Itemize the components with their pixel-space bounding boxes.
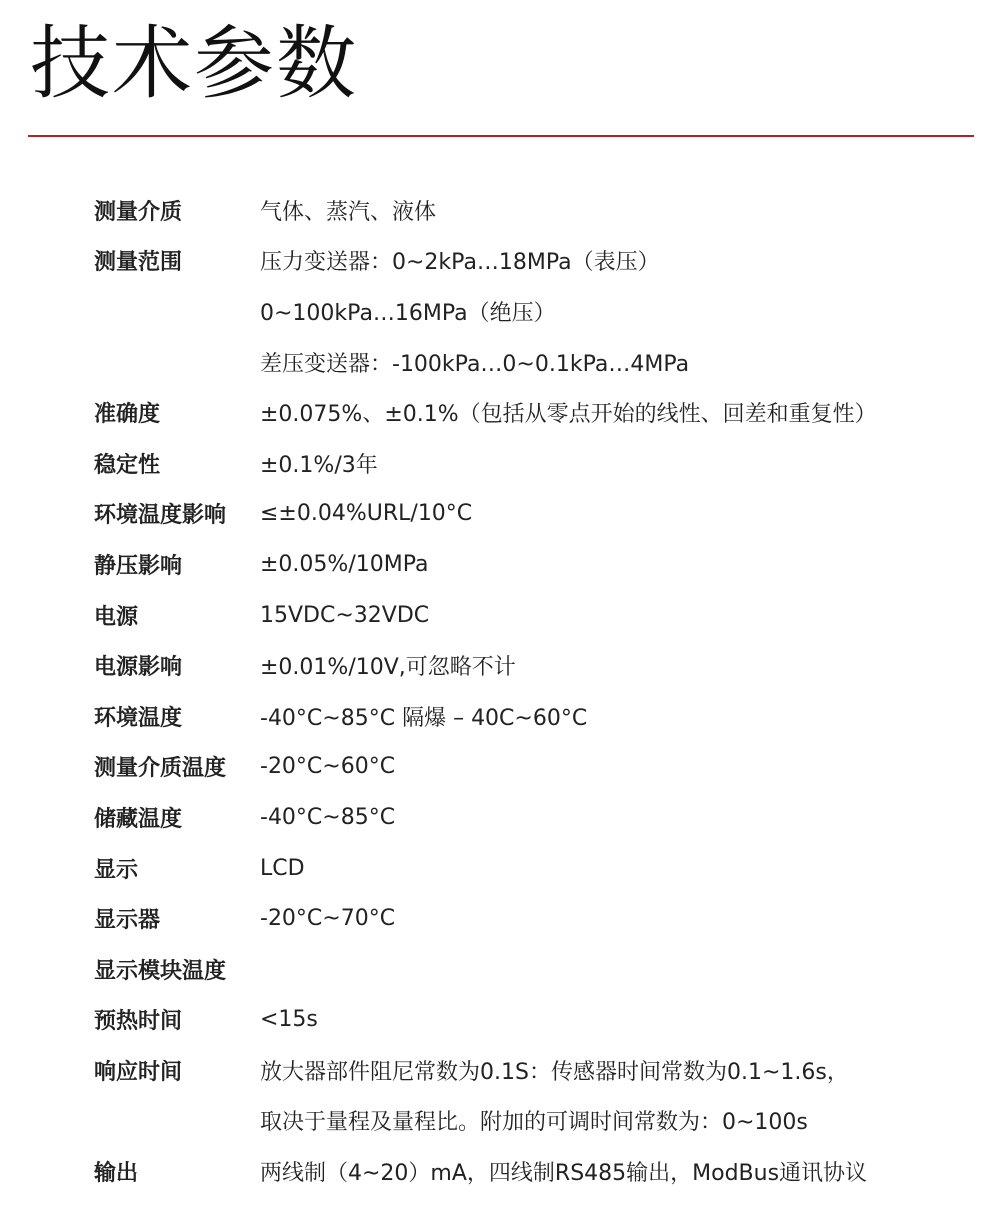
spec-row — [94, 1096, 974, 1147]
spec-value: ±0.05%/10MPa — [260, 551, 429, 577]
spec-row — [94, 792, 974, 843]
spec-row — [94, 691, 974, 742]
spec-value: 0~100kPa…16MPa（绝压） — [260, 300, 556, 326]
spec-row — [94, 438, 974, 489]
spec-label: 储藏温度 — [94, 806, 183, 832]
spec-row — [94, 1045, 974, 1096]
spec-row — [94, 185, 974, 236]
spec-label: 预热时间 — [94, 1009, 183, 1035]
spec-label: 显示模块温度 — [94, 958, 227, 984]
spec-row — [94, 590, 974, 641]
spec-value: 压力变送器：0~2kPa…18MPa（表压） — [260, 250, 660, 276]
spec-row — [94, 1146, 974, 1197]
spec-row — [94, 843, 974, 894]
spec-value: -40°C~85°C — [260, 804, 396, 830]
spec-label: 测量介质 — [94, 199, 183, 225]
spec-value: 15VDC~32VDC — [260, 602, 430, 628]
spec-value: ±0.075%、±0.1%（包括从零点开始的线性、回差和重复性） — [260, 402, 877, 428]
spec-row — [94, 944, 974, 995]
spec-value: ≤±0.04%URL/10°C — [260, 501, 473, 527]
spec-label: 显示 — [94, 857, 139, 883]
spec-row — [94, 387, 974, 438]
spec-row — [94, 640, 974, 691]
spec-label: 静压影响 — [94, 553, 183, 579]
spec-row — [94, 539, 974, 590]
spec-value: LCD — [260, 855, 305, 881]
title-divider — [28, 135, 974, 137]
spec-label: 测量介质温度 — [94, 756, 227, 782]
spec-row — [94, 893, 974, 944]
spec-label: 稳定性 — [94, 452, 161, 478]
spec-value: -40°C~85°C 隔爆 – 40C~60°C — [260, 705, 588, 731]
spec-value: -20°C~60°C — [260, 754, 396, 780]
spec-label: 电源影响 — [94, 655, 183, 681]
spec-row — [94, 337, 974, 388]
spec-label: 电源 — [94, 604, 139, 630]
spec-value: ±0.1%/3年 — [260, 452, 378, 478]
spec-value: 放大器部件阻尼常数为0.1S：传感器时间常数为0.1~1.6s， — [260, 1059, 849, 1085]
spec-label: 测量范围 — [94, 250, 183, 276]
spec-label: 输出 — [94, 1161, 139, 1187]
spec-row — [94, 489, 974, 540]
spec-value: ±0.01%/10V,可忽略不计 — [260, 655, 516, 681]
spec-row — [94, 742, 974, 793]
spec-row — [94, 286, 974, 337]
spec-value: 取决于量程及量程比。附加的可调时间常数为：0~100s — [260, 1110, 808, 1136]
spec-value: -20°C~70°C — [260, 906, 396, 932]
spec-label: 环境温度影响 — [94, 503, 227, 529]
spec-value: 两线制（4~20）mA，四线制RS485输出，ModBus通讯协议 — [260, 1161, 868, 1187]
spec-row — [94, 236, 974, 287]
spec-label: 显示器 — [94, 908, 161, 934]
spec-row — [94, 995, 974, 1046]
spec-label: 环境温度 — [94, 705, 183, 731]
spec-label: 响应时间 — [94, 1059, 183, 1085]
spec-value: <15s — [260, 1007, 318, 1033]
spec-value: 气体、蒸汽、液体 — [260, 199, 437, 225]
spec-table — [94, 185, 974, 1197]
spec-value: 差压变送器：-100kPa…0~0.1kPa…4MPa — [260, 351, 690, 377]
page-title: 技术参数 — [30, 17, 358, 110]
spec-label: 准确度 — [94, 402, 161, 428]
